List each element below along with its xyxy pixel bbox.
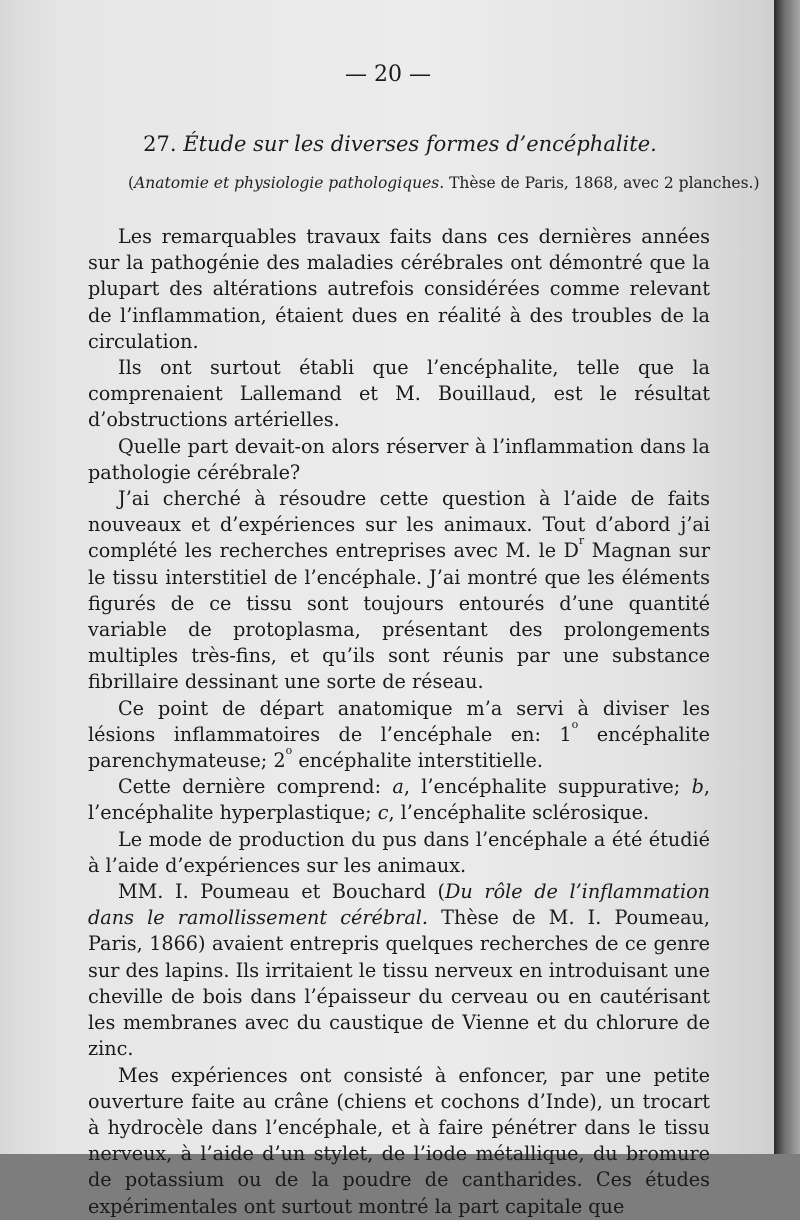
book-binding-edge xyxy=(774,0,800,1154)
paragraph-5 xyxy=(88,696,710,775)
p6-item-a: a xyxy=(392,775,404,799)
p8-text-a: MM. I. Poumeau et Bouchard ( xyxy=(118,880,446,904)
p6-item-b: b xyxy=(691,775,704,799)
p6-text-a: Cette dernière comprend: xyxy=(118,775,393,799)
section-title: Étude sur les diverses formes d’encéphalite. xyxy=(183,132,657,156)
section-heading xyxy=(0,132,800,156)
paragraph-7: Le mode de production du pus dans l’encéphale a été étudié à l’aide d’expériences sur les animaux. xyxy=(88,827,710,877)
p5-text-b: encéphalite parenchymateuse; 2 xyxy=(88,722,710,773)
p5-text-a: Ce point de départ anatomique m’a servi à diviser les lésions inflammatoires de l’encéphale en: 1 xyxy=(88,696,710,746)
paragraph-1: Les remarquables travaux faits dans ces dernières années sur la pathogénie des maladies cérébrales ont démontré que la plupart des altérations autrefois considérées comme relevant de l’inflammation, étaient dues en réalité à des troubles de la circulation. xyxy=(88,225,710,353)
source-citation: (Anatomie et physiologie pathologiques. Thèse de Paris, 1868, avec 2 planches.) xyxy=(128,174,760,192)
paragraph-2: Ils ont surtout établi que l’encéphalite, telle que la comprenaient Lallemand et M. Bouillaud, est le résultat d’obstructions artérielles. xyxy=(88,356,710,432)
p6-text-b: , l’encéphalite suppurative; xyxy=(403,775,692,799)
p6-text-c: , l’encéphalite hyperplastique; xyxy=(88,775,710,825)
p4-text-b: Magnan sur le tissu interstitiel de l’encéphale. J’ai montré que les éléments figurés de ce tissu sont toujours entourés d’une quantité variable de protoplasma, présentant des prolongements multiples très-fins, et qu’ils sont réunis par une substance fibrillaire dessinant une sorte de réseau. xyxy=(88,539,710,694)
paragraph-3: Quelle part devait-on alors réserver à l’inflammation dans la pathologie cérébrale? xyxy=(88,434,710,484)
page-number: — 20 — xyxy=(345,62,431,87)
p4-superscript: r xyxy=(578,534,585,548)
paragraph-4 xyxy=(88,486,710,696)
source-rest: Thèse de Paris, 1868, avec 2 planches. xyxy=(444,174,754,192)
paragraph-8 xyxy=(88,879,710,1062)
section-number: 27. xyxy=(143,132,177,156)
paragraph-6 xyxy=(88,774,710,826)
p4-text-a: J’ai cherché à résoudre cette question à l’aide de faits nouveaux et d’expériences sur les animaux. Tout d’abord j’ai complété les recherches entreprises avec M. le D xyxy=(88,487,710,563)
paragraph-9: Mes expériences ont consisté à enfoncer, par une petite ouverture faite au crâne (chiens et cochons d’Inde), un trocart à hydrocèle dans l’encéphale, et à faire pénétrer dans le tissu nerveux, à l’aide d’un stylet, de l’iode métallique, du bromure de potassium ou de la poudre de cantharides. Ces études expérimentales ont surtout montré la part capitale que xyxy=(88,1063,710,1218)
p8-italic-title: Du rôle de l’inflammation dans le ramollissement cérébral. xyxy=(88,880,711,930)
p6-item-c: c xyxy=(377,801,389,825)
source-italic: Anatomie et physiologie pathologiques. xyxy=(134,174,445,192)
p5-text-c: encéphalite interstitielle. xyxy=(292,749,544,773)
p5-superscript-1: o xyxy=(571,717,579,731)
body-text xyxy=(88,224,710,1220)
p6-text-d: , l’encéphalite sclérosique. xyxy=(388,801,650,825)
p5-superscript-2: o xyxy=(285,744,293,758)
p8-text-b: Thèse de M. I. Poumeau, Paris, 1866) avaient entrepris quelques recherches de ce genre sur des lapins. Ils irritaient le tissu nerveux en introduisant une cheville de bois dans l’épaisseur du cerveau ou en cautérisant les membranes avec du caustique de Vienne et du chlorure de zinc. xyxy=(88,906,710,1061)
